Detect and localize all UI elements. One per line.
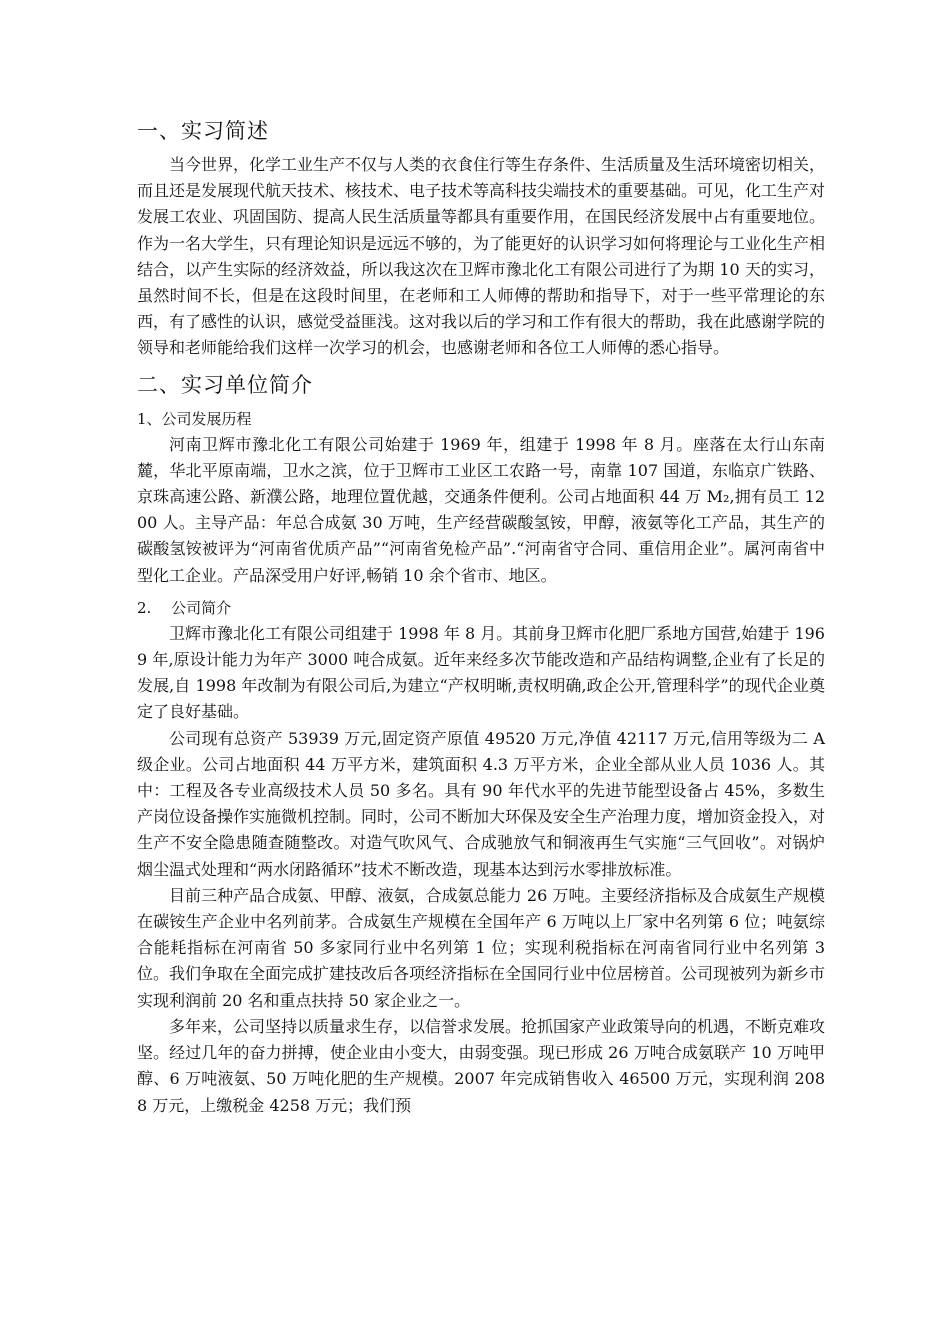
document-page: [137, 116, 825, 1119]
section-1-heading: 一、实习简述: [137, 119, 269, 143]
profile-paragraph-1: 卫辉市豫北化工有限公司组建于 1998 年 8 月。其前身卫辉市化肥厂系地方国营,始建于 1969 年,原设计能力为年产 3000 吨合成氨。近年来经多次节能改造和产品结构调整,企业有了长足的发展,自 1998 年改制为有限公司后,为建立“产权明晰,责权明确,政企公开,管理科学”的现代企业奠定了良好基础。: [137, 623, 825, 722]
profile-paragraph-3: 目前三种产品合成氨、甲醇、液氨，合成氨总能力 26 万吨。主要经济指标及合成氨生产规模在碳铵生产企业中名列前茅。合成氨生产规模在全国年产 6 万吨以上厂家中名列第 6 位；吨氨综合能耗指标在河南省 50 多家同行业中名列第 1 位；实现利税指标在河南省同行业中名列第 3 位。我们争取在全面完成扩建技改后各项经济指标在全国同行业中位居榜首。公司现被列为新乡市实现利润前 20 名和重点扶持 50 家企业之一。: [137, 885, 826, 1010]
profile-paragraph-4: 多年来，公司坚持以质量求生存，以信誉求发展。抢抓国家产业政策导向的机遇，不断克难攻坚。经过几年的奋力拼搏，使企业由小变大，由弱变强。现已形成 26 万吨合成氨联产 10 万吨甲醇、6 万吨液氨、50 万吨化肥的生产规模。2007 年完成销售收入 46500 万元，实现利润 2088 万元，上缴税金 4258 万元；我们预: [137, 1016, 826, 1115]
profile-paragraph-2: 公司现有总资产 53939 万元,固定资产原值 49520 万元,净值 42117 万元,信用等级为二 A 级企业。公司占地面积 44 万平方米，建筑面积 4.3 万平方米，企业全部从业人员 1036 人。其中：工程及各专业高级技术人员 50 多名。具有 90 年代水平的先进节能型设备占 45%，多数生产岗位设备操作实施微机控制。同时，公司不断加大环保及安全生产治理力度，增加资金投入，对生产不安全隐患随查随整改。对造气吹风气、合成驰放气和铜液再生气实施“三气回收”。对锅炉烟尘温式处理和“两水闭路循环”技术不断改造，现基本达到污水零排放标准。: [137, 728, 826, 879]
subsection-profile-heading: 2. 公司简介: [137, 598, 232, 617]
history-paragraph: 河南卫辉市豫北化工有限公司始建于 1969 年，组建于 1998 年 8 月。座落在太行山东南麓，华北平原南端，卫水之滨，位于卫辉市工业区工农路一号，南靠 107 国道，东临京广铁路、京珠高速公路、新濮公路，地理位置优越，交通条件便利。公司占地面积 44 万 M₂,拥有员工 1200 人。主导产品：年总合成氨 30 万吨，生产经营碳酸氢铵，甲醇，液氨等化工产品，其生产的碳酸氢铵被评为“河南省优质产品”“河南省免检产品”.“河南省守合同、重信用企业”。属河南省中型化工企业。产品深受用户好评,畅销 10 余个省市、地区。: [137, 434, 825, 585]
section-1-paragraph: 当今世界，化学工业生产不仅与人类的衣食住行等生存条件、生活质量及生活环境密切相关，而且还是发展现代航天技术、核技术、电子技术等高科技尖端技术的重要基础。可见，化工生产对发展工农业、巩固国防、提高人民生活质量等都具有重要作用，在国民经济发展中占有重要地位。作为一名大学生，只有理论知识是远远不够的，为了能更好的认识学习如何将理论与工业化生产相结合，以产生实际的经济效益，所以我这次在卫辉市豫北化工有限公司进行了为期 10 天的实习，虽然时间不长，但是在这段时间里，在老师和工人师傅的帮助和指导下，对于一些平常理论的东西，有了感性的认识，感觉受益匪浅。这对我以后的学习和工作有很大的帮助，我在此感谢学院的领导和老师能给我们这样一次学习的机会，也感谢老师和各位工人师傅的悉心指导。: [137, 155, 826, 358]
subsection-history-heading: 1、公司发展历程: [137, 409, 252, 428]
section-2-heading: 二、实习单位简介: [137, 372, 313, 397]
